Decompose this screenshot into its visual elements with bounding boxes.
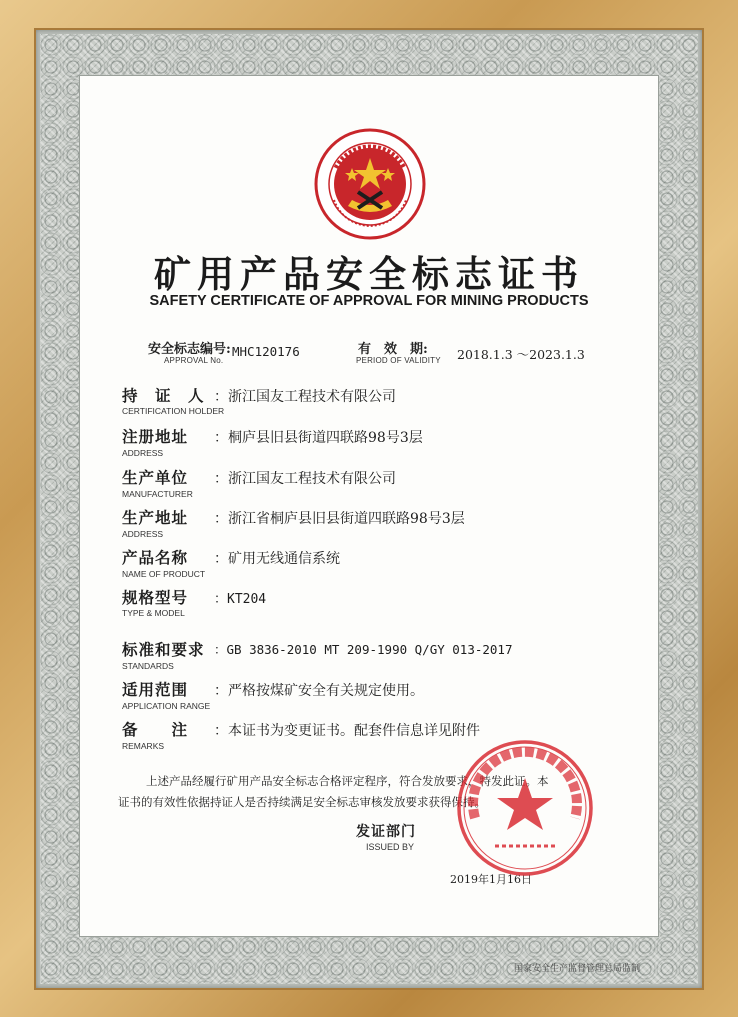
field-value: ：桐庐县旧县街道四联路98号3层 [214, 430, 423, 446]
approval-number-label-en: APPROVAL No. [164, 356, 224, 365]
field-label: 产品名称 [122, 548, 189, 567]
field-label: 规格型号 [122, 588, 189, 607]
field-label-en: MANUFACTURER [122, 489, 193, 499]
footer-supervisor-text: 国家安全生产监督管理总局监制 [514, 964, 641, 974]
field-label: 标准和要求 [122, 640, 205, 659]
field-label: 备 注 [122, 720, 189, 739]
field-label-en: NAME OF PRODUCT [122, 569, 206, 579]
certificate-title-en: SAFETY CERTIFICATE OF APPROVAL FOR MINING PRODUCTS [149, 293, 589, 309]
field-label: 适用范围 [122, 680, 189, 699]
field-label-en: ADDRESS [122, 529, 164, 539]
field-label: 持 证 人 [122, 386, 205, 405]
issuer-label: 发证部门 [356, 824, 416, 840]
field-value: ：矿用无线通信系统 [214, 551, 340, 567]
field-label: 生产地址 [122, 508, 189, 527]
field-value: ：浙江国友工程技术有限公司 [214, 471, 396, 487]
approval-number-value: MHC120176 [232, 344, 300, 359]
field-label-en: APPLICATION RANGE [122, 701, 211, 711]
field-value: ：严格按煤矿安全有关规定使用。 [214, 683, 424, 699]
field-label-en: TYPE & MODEL [122, 608, 185, 618]
statement-line-1: 上述产品经履行矿用产品安全标志合格评定程序，符合发放要求，特发此证。本 [146, 774, 549, 788]
field-label-en: REMARKS [122, 741, 165, 751]
field-value: ：浙江国友工程技术有限公司 [214, 389, 396, 405]
field-label-en: STANDARDS [122, 661, 174, 671]
state-administration-seal-icon [314, 128, 426, 240]
field-value: ：KT204 [214, 592, 267, 607]
field-label: 生产单位 [122, 468, 189, 487]
field-label-en: CERTIFICATION HOLDER [122, 406, 225, 416]
validity-value: 2018.1.3 ～2023.1.3 [457, 347, 585, 362]
field-value: ：GB 3836-2010 MT 209-1990 Q/GY 013-2017 [214, 642, 513, 657]
official-red-stamp-icon [455, 738, 595, 878]
validity-label-en: PERIOD OF VALIDITY [356, 356, 441, 365]
approval-number-label: 安全标志编号: [148, 342, 231, 357]
validity-label: 有 效 期: [358, 342, 428, 357]
field-value: ：浙江省桐庐县旧县街道四联路98号3层 [214, 511, 465, 527]
certificate-title-cn: 矿用产品安全标志证书 [154, 252, 584, 296]
field-value: ：本证书为变更证书。配套件信息详见附件 [214, 723, 480, 739]
issuer-label-en: ISSUED BY [366, 842, 415, 852]
field-label: 注册地址 [122, 427, 189, 446]
statement-line-2: 证书的有效性依据持证人是否持续满足安全标志审核发放要求获得保持。 [118, 795, 486, 809]
issue-date: 2019年1月16日 [450, 873, 532, 886]
field-label-en: ADDRESS [122, 448, 164, 458]
